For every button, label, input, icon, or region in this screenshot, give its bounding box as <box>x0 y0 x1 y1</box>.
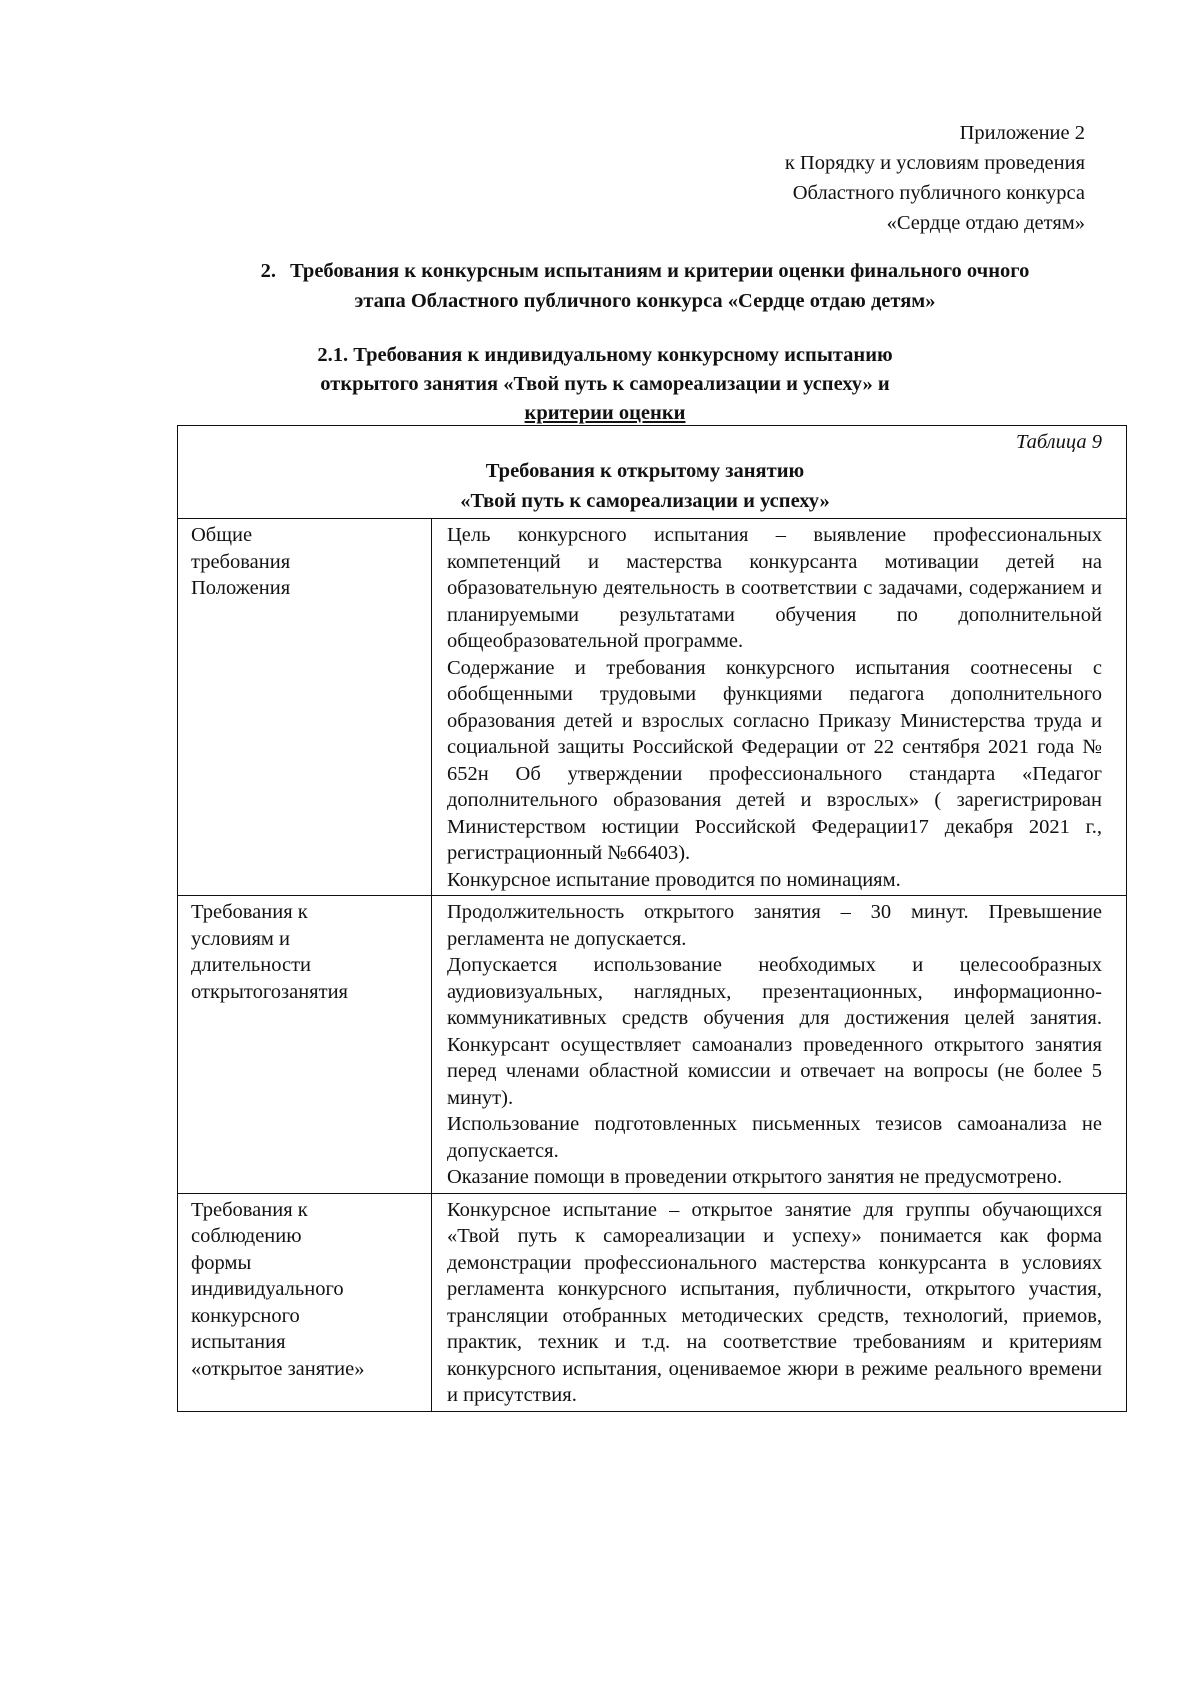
subsection-line2: открытого занятия «Твой путь к самореализации и успеху» и <box>320 373 890 395</box>
section-title-line2: этапа Областного публичного конкурса «Сердце отдаю детям» <box>354 290 936 312</box>
appendix-line: к Порядку и условиям проведения <box>784 152 1085 174</box>
row-paragraph: Цель конкурсного испытания – выявление профессиональных компетенций и мастерства конкурсанта мотивации детей на образовательную деятельность в соответствии с задачами, содержанием и планируемыми результатами обучения по дополнительной общеобразовательной программе. <box>447 524 1102 652</box>
row-paragraph: Продолжительность открытого занятия – 30 минут. Превышение регламента не допускается. <box>447 901 1102 950</box>
table-header-cell <box>178 426 1127 519</box>
appendix-line: Областного публичного конкурса <box>792 182 1085 204</box>
appendix-line: «Сердце отдаю детям» <box>886 212 1085 234</box>
row-paragraph: Оказание помощи в проведении открытого занятия не предусмотрено. <box>447 1166 1063 1188</box>
appendix-line: Приложение 2 <box>959 122 1085 144</box>
subsection-heading <box>200 341 1010 428</box>
row-label-cell <box>178 1193 432 1411</box>
section-heading <box>170 256 1120 316</box>
row-content-cell <box>432 519 1127 896</box>
row-paragraph: Содержание и требования конкурсного испытания соотнесены с обобщенными трудовыми функциями педагога дополнительного образования детей и взрослых согласно Приказу Министерства труда и социальной защиты Российской Федерации от 22 сентября 2021 года № 652н Об утверждении профессионального стандарта «Педагог дополнительного образования детей и взрослых» ( зарегистрирован Министерством юстиции Российской Федерации17 декабря 2021 г., регистрационный №66403). <box>447 656 1102 864</box>
row-label-line: «открытое занятие» <box>191 1357 365 1380</box>
table-row <box>178 1193 1127 1411</box>
table-row <box>178 896 1127 1194</box>
row-label-line: длительности <box>191 954 312 976</box>
row-label-line: соблюдению <box>191 1225 302 1247</box>
row-content-cell <box>432 896 1127 1194</box>
row-label-line: требования <box>191 550 291 573</box>
row-paragraph: Использование подготовленных письменных тезисов самоанализа не допускается. <box>447 1113 1102 1162</box>
table-title-line2: «Твой путь к самореализации и успеху» <box>460 490 830 512</box>
requirements-table <box>177 425 1127 1412</box>
section-title-line1: Требования к конкурсным испытаниям и критерии оценки финального очного <box>290 260 1030 282</box>
section-number: 2. <box>260 260 277 282</box>
row-label-line: условиям и <box>191 927 290 950</box>
appendix-block <box>565 118 1085 238</box>
row-label-line: Требования к <box>191 901 308 923</box>
row-label-line: открытогозанятия <box>191 980 348 1003</box>
row-paragraph: Конкурсное испытание – открытое занятие для группы обучающихся «Твой путь к самореализации и успеху» понимается как форма демонстрации профессионального мастерства конкурсанта в условиях регламента конкурсного испытания, публичности, открытого участия, трансляции отобранных методических средств, технологий, приемов, практик, техник и т.д. на соответствие требованиям и критериям конкурсного испытания, оцениваемое жюри в режиме реального времени и присутствия. <box>447 1198 1102 1406</box>
row-content-cell <box>432 1193 1127 1411</box>
row-label-line: Положения <box>191 577 291 599</box>
table-title-line1: Требования к открытому занятию <box>485 460 805 482</box>
table-header-row <box>178 426 1127 519</box>
row-paragraph: Конкурсное испытание проводится по номинациям. <box>447 868 901 891</box>
row-label-line: Требования к <box>191 1198 308 1221</box>
row-paragraph: Допускается использование необходимых и целесообразных аудиовизуальных, наглядных, презентационных, информационно- коммуникативных средств обучения для достижения целей занятия. Конкурсант осуществляет самоанализ проведенного открытого занятия перед членами областной комиссии и отвечает на вопросы (не более 5 минут). <box>447 954 1102 1109</box>
table-body <box>178 519 1127 1412</box>
table-number: Таблица 9 <box>1015 431 1102 453</box>
subsection-line3: критерии оценки <box>524 402 686 424</box>
row-label-cell <box>178 519 432 896</box>
row-label-line: конкурсного <box>191 1304 300 1327</box>
row-label-cell <box>178 896 432 1194</box>
table-row <box>178 519 1127 896</box>
row-label-line: формы <box>191 1251 252 1274</box>
row-label-line: Общие <box>191 524 253 546</box>
row-label-line: индивидуального <box>191 1278 344 1300</box>
subsection-line1: 2.1. Требования к индивидуальному конкурсному испытанию <box>317 344 893 366</box>
row-label-line: испытания <box>191 1331 286 1353</box>
